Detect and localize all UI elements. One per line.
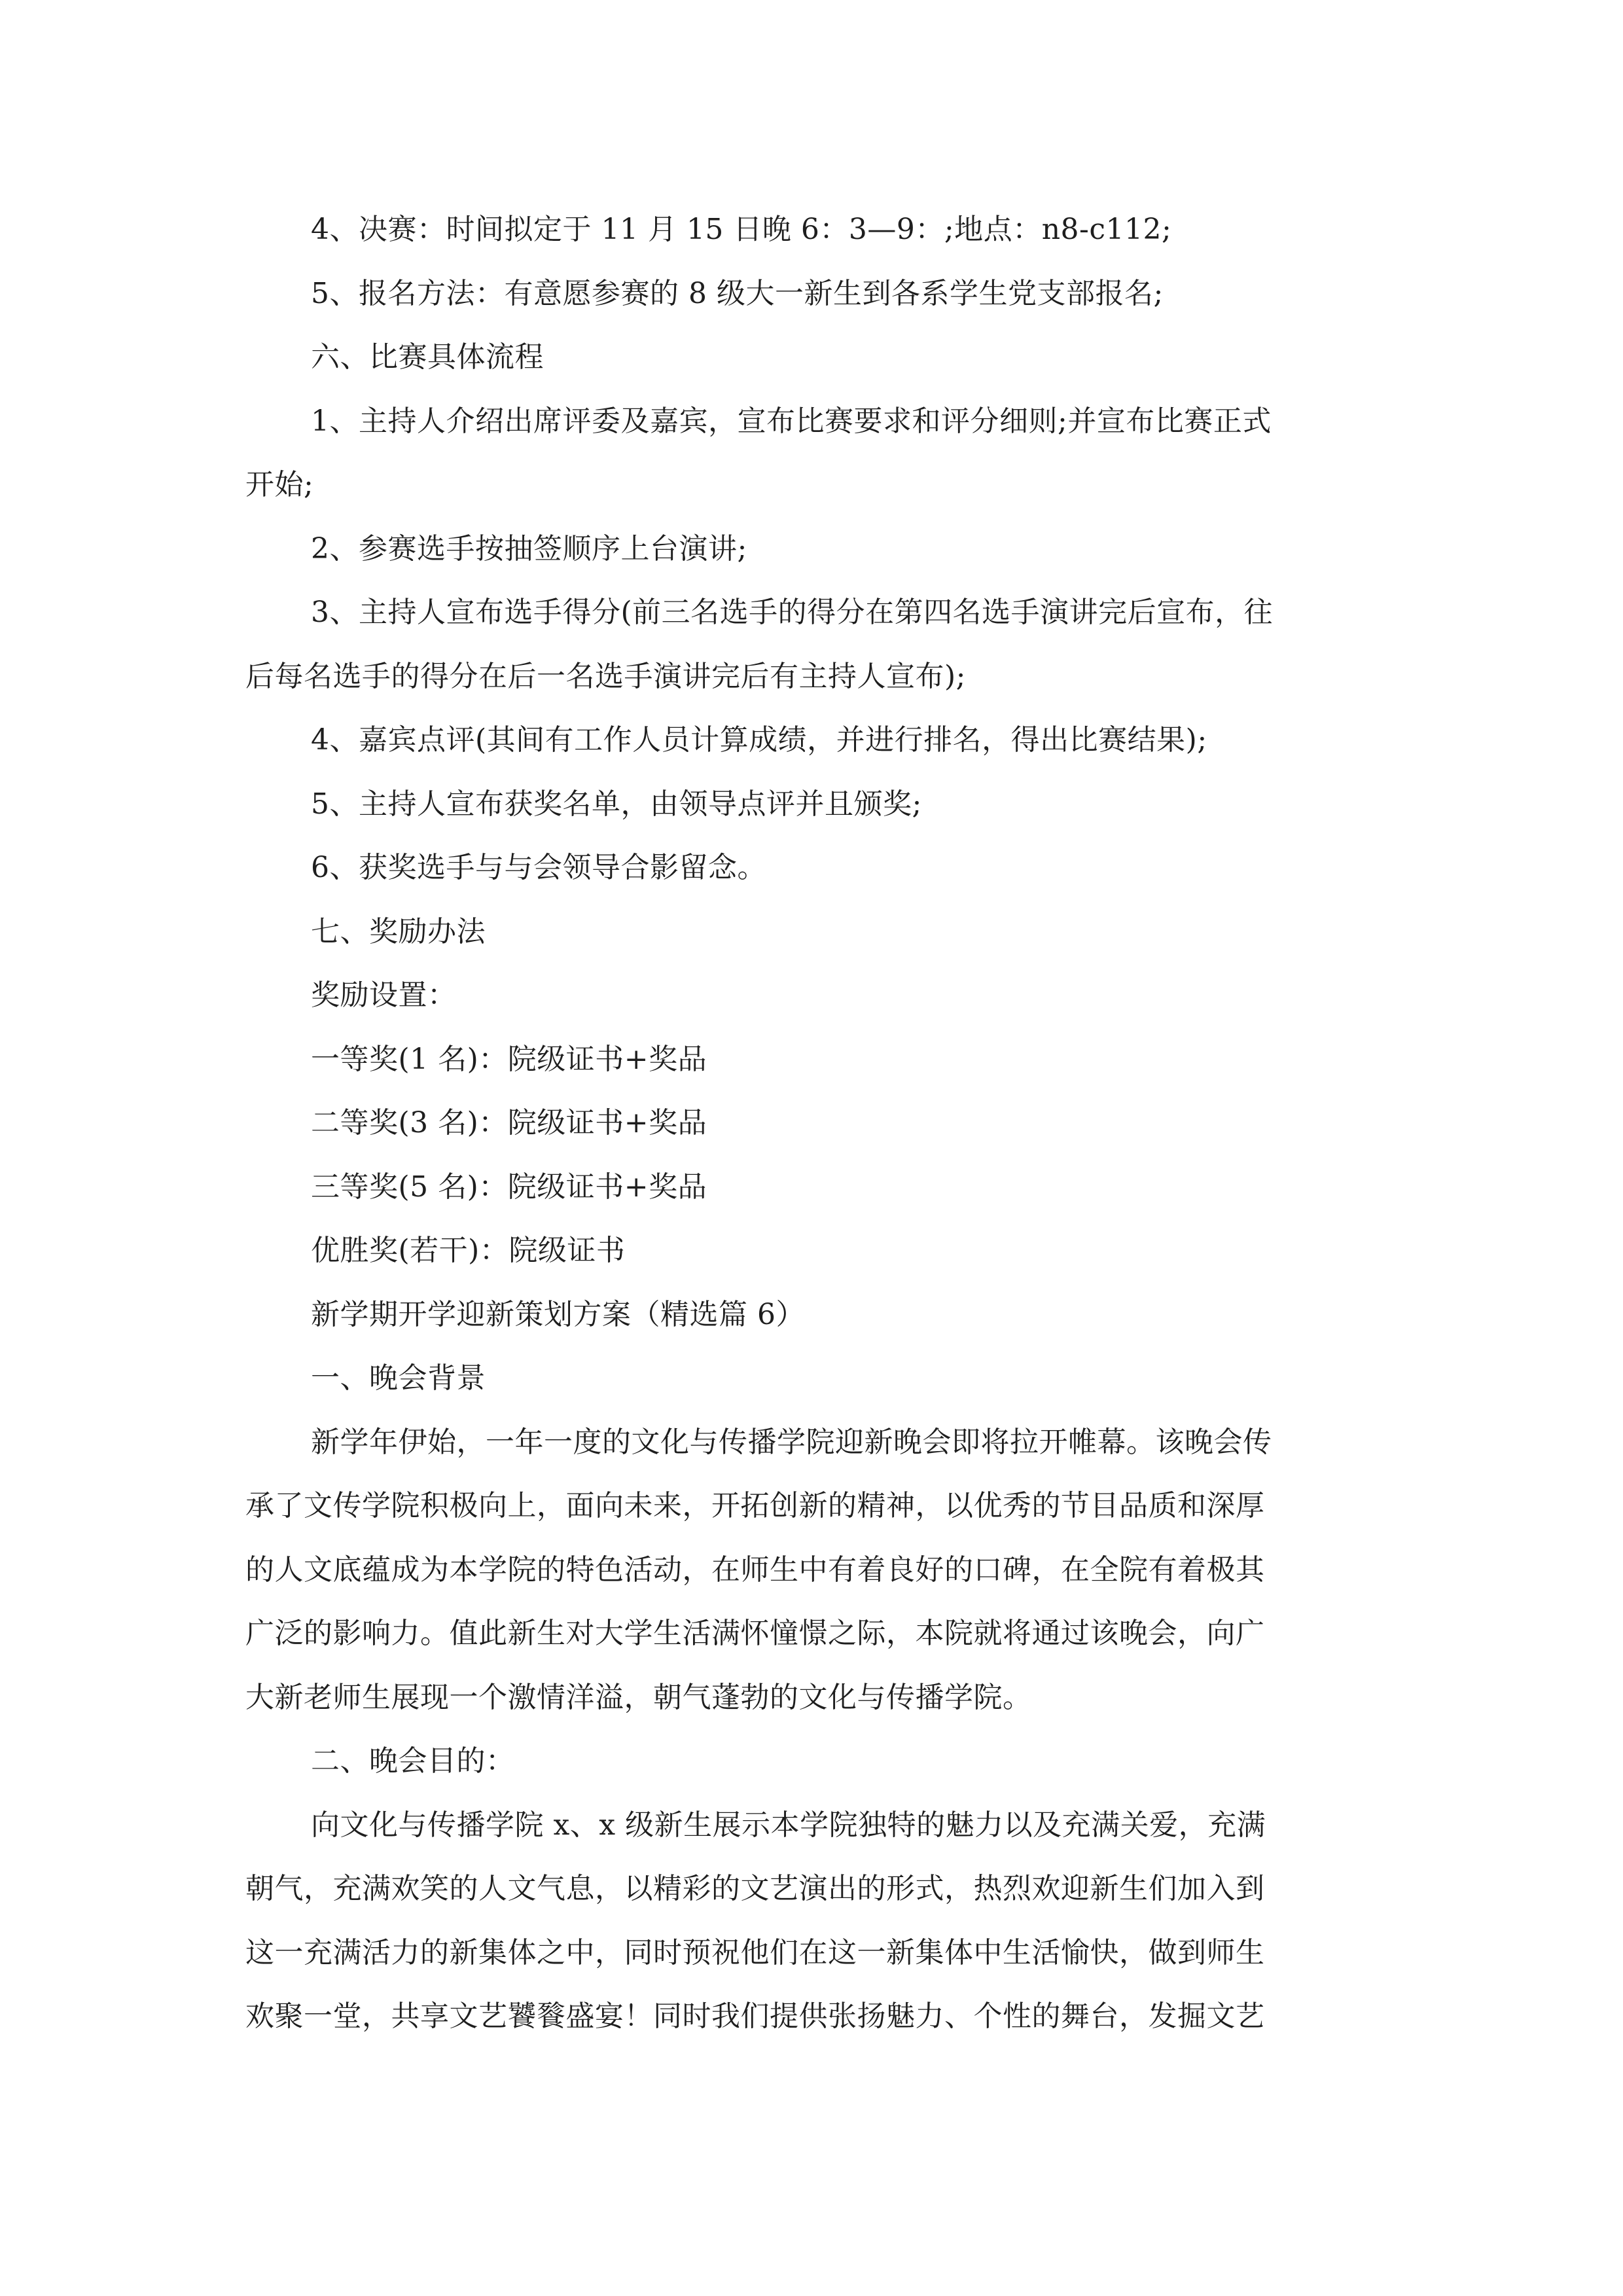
award-line: 优胜奖(若干)：院级证书 bbox=[311, 1234, 626, 1267]
text-line: 5、主持人宣布获奖名单，由领导点评并且颁奖; bbox=[311, 787, 922, 821]
text-line: 朝气，充满欢笑的人文气息，以精彩的文艺演出的形式，热烈欢迎新生们加入到 bbox=[245, 1872, 1265, 1905]
text-line: 大新老师生展现一个激情洋溢，朝气蓬勃的文化与传播学院。 bbox=[245, 1680, 1032, 1714]
section-heading: 七、奖励办法 bbox=[311, 914, 486, 948]
text-line: 6、获奖选手与与会领导合影留念。 bbox=[311, 851, 766, 884]
text-line: 2、参赛选手按抽签顺序上台演讲; bbox=[311, 531, 747, 565]
text-line: 承了文传学院积极向上，面向未来，开拓创新的精神，以优秀的节目品质和深厚 bbox=[245, 1489, 1265, 1522]
award-line: 一等奖(1 名)：院级证书+奖品 bbox=[311, 1042, 707, 1076]
section-heading: 二、晚会目的： bbox=[311, 1744, 515, 1778]
section-heading: 六、比赛具体流程 bbox=[311, 340, 544, 374]
award-line: 三等奖(5 名)：院级证书+奖品 bbox=[311, 1170, 707, 1204]
text-line: 4、决赛：时间拟定于 11 月 15 日晚 6：3—9：;地点：n8-c112; bbox=[311, 213, 1172, 246]
text-line: 后每名选手的得分在后一名选手演讲完后有主持人宣布); bbox=[245, 659, 966, 693]
text-line: 广泛的影响力。值此新生对大学生活满怀憧憬之际，本院就将通过该晚会，向广 bbox=[245, 1617, 1265, 1650]
text-line: 这一充满活力的新集体之中，同时预祝他们在这一新集体中生活愉快，做到师生 bbox=[245, 1935, 1265, 1969]
text-line: 的人文底蕴成为本学院的特色活动，在师生中有着良好的口碑，在全院有着极其 bbox=[245, 1552, 1265, 1587]
text-line: 1、主持人介绍出席评委及嘉宾，宣布比赛要求和评分细则;并宣布比赛正式 bbox=[311, 404, 1272, 438]
text-line: 3、主持人宣布选手得分(前三名选手的得分在第四名选手演讲完后宣布，往 bbox=[311, 596, 1274, 629]
chapter-title: 新学期开学迎新策划方案（精选篇 6） bbox=[311, 1297, 805, 1331]
text-line: 新学年伊始，一年一度的文化与传播学院迎新晚会即将拉开帷幕。该晚会传 bbox=[311, 1425, 1272, 1459]
text-line: 5、报名方法：有意愿参赛的 8 级大一新生到各系学生党支部报名; bbox=[311, 276, 1164, 310]
text-line: 4、嘉宾点评(其间有工作人员计算成绩，并进行排名，得出比赛结果); bbox=[311, 723, 1207, 757]
document-body bbox=[245, 198, 1381, 2049]
text-line: 开始; bbox=[245, 468, 314, 501]
text-line: 欢聚一堂，共享文艺饕餮盛宴！同时我们提供张扬魅力、个性的舞台，发掘文艺 bbox=[245, 2000, 1265, 2033]
text-line: 向文化与传播学院 x、x 级新生展示本学院独特的魅力以及充满关爱，充满 bbox=[311, 1808, 1266, 1842]
award-line: 二等奖(3 名)：院级证书+奖品 bbox=[311, 1106, 707, 1139]
section-heading: 一、晚会背景 bbox=[311, 1361, 486, 1395]
text-line: 奖励设置： bbox=[311, 978, 457, 1012]
